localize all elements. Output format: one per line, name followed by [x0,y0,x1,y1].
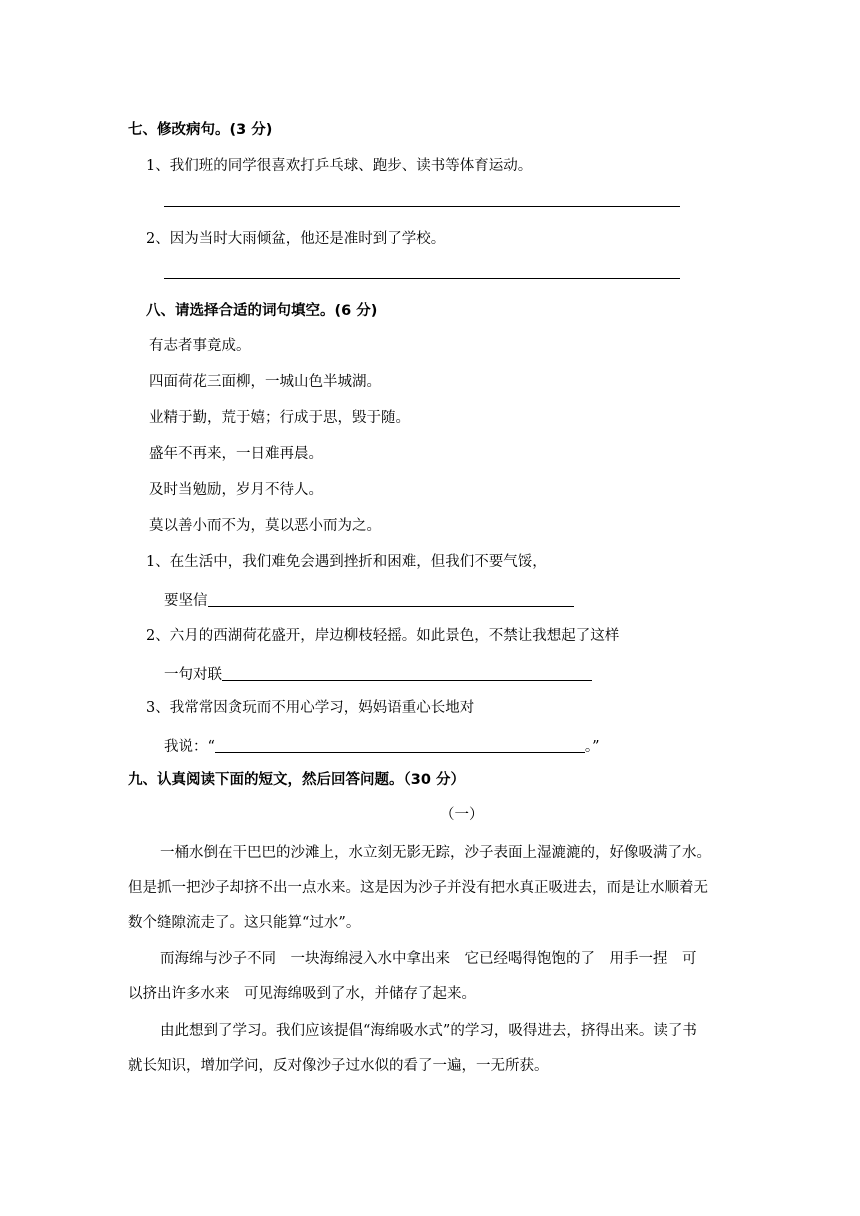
option-5: 及时当勉励，岁月不待人。 [149,482,323,498]
passage-p3-line2: 就长知识，增加学问，反对像沙子过水似的看了一遍，一无所获。 [128,1058,549,1074]
question-7-2: 2、因为当时大雨倾盆，他还是准时到了学校。 [146,231,446,247]
passage-subtitle: （一） [440,807,484,823]
answer-blank-8-3[interactable] [215,736,585,753]
passage-p1-line3: 数个缝隙流走了。这只能算“过水”。 [128,915,361,931]
option-1: 有志者事竟成。 [149,338,251,354]
passage-p1-line1: 一桶水倒在干巴巴的沙滩上，水立刻无影无踪，沙子表面上湿漉漉的，好像吸满了水。 [160,845,711,861]
question-8-1-line2 [164,590,574,611]
question-8-3-line2 [164,736,600,757]
answer-blank-8-1[interactable] [208,590,574,607]
passage-p2-line1: 而海绵与沙子不同 一块海绵浸入水中拿出来 它已经喝得饱饱的了 用手一捏 可 [160,951,697,967]
option-6: 莫以善小而不为，莫以恶小而为之。 [149,518,381,534]
question-8-2-line2 [164,664,592,685]
passage-p1-line2: 但是抓一把沙子却挤不出一点水来。这是因为沙子并没有把水真正吸进去，而是让水顺着无 [128,880,708,896]
answer-line-7-1[interactable] [164,206,680,207]
option-3: 业精于勤，荒于嬉；行成于思，毁于随。 [149,410,410,426]
question-8-1-prefix: 要坚信 [164,593,208,609]
section-8-heading: 八、请选择合适的词句填空。(6 分) [146,303,378,319]
question-7-1: 1、我们班的同学很喜欢打乒乓球、跑步、读书等体育运动。 [146,158,533,174]
question-8-2-prefix: 一句对联 [164,667,222,683]
answer-blank-8-2[interactable] [222,664,592,681]
passage-p3-line1: 由此想到了学习。我们应该提倡“海绵吸水式”的学习，吸得进去，挤得出来。读了书 [160,1023,697,1039]
option-4: 盛年不再来，一日难再晨。 [149,446,323,462]
question-8-3-line1: 3、我常常因贪玩而不用心学习，妈妈语重心长地对 [146,700,475,716]
question-8-3-prefix: 我说：“ [164,739,215,755]
answer-line-7-2[interactable] [164,278,680,279]
question-8-1-line1: 1、在生活中，我们难免会遇到挫折和困难，但我们不要气馁， [146,554,547,570]
option-2: 四面荷花三面柳，一城山色半城湖。 [149,374,381,390]
passage-p2-line2: 以挤出许多水来 可见海绵吸到了水，并储存了起来。 [128,986,476,1002]
question-8-2-line1: 2、六月的西湖荷花盛开，岸边柳枝轻摇。如此景色，不禁让我想起了这样 [146,628,620,644]
section-7-heading: 七、修改病句。(3 分) [128,122,273,138]
section-9-heading: 九、认真阅读下面的短文，然后回答问题。（30 分） [128,772,465,788]
question-8-3-suffix: 。” [584,739,600,755]
